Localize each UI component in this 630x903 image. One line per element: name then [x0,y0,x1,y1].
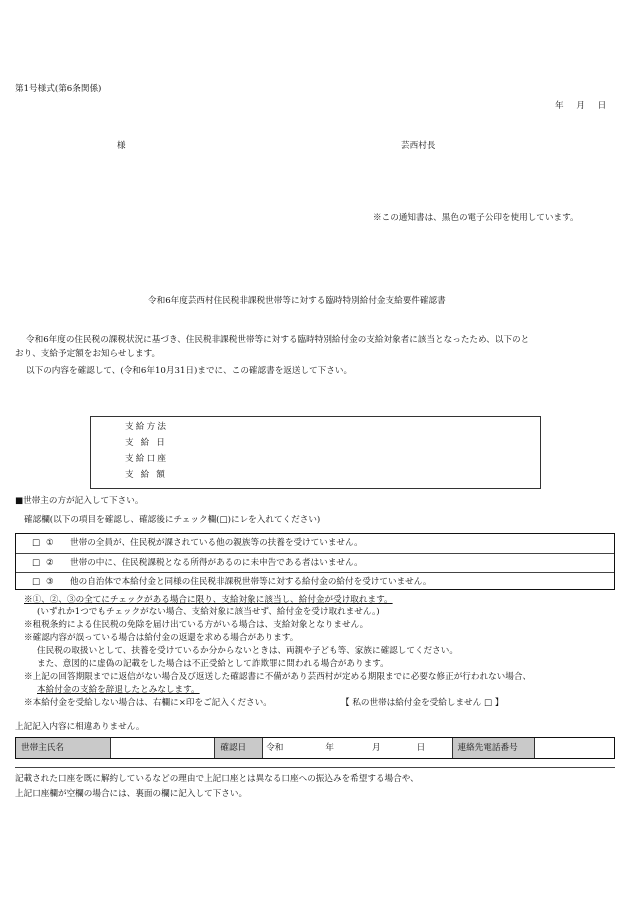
note-1-sub: (いずれか1つでもチェックがない場合、支給対象に該当せず、給付金を受け取れません。) [37,607,380,617]
intro-line-2: おり、支給予定額をお知らせします。 [15,349,161,359]
confirmation-instruction: 確認欄(以下の項目を確認し、確認後にチェック欄(□)にレを入れてください) [24,515,321,525]
confirm-date-field[interactable] [263,738,452,758]
payment-account-label: 支給口座 [125,454,169,464]
era-label: 令和 [266,742,284,753]
note-4: ※上記の回答期限までに返信がない場合及び返送した確認書に不備があり芸西村が定める期限までに必要な修正が行われない場合、 [24,672,532,682]
issuer: 芸西村長 [401,141,436,151]
check-text-2: 世帯の中に、住民税課税となる所得があるのに未申告である者はいません。 [70,557,363,568]
confirm-date-label: 確認日 [215,738,263,758]
check-row-3[interactable] [16,572,614,591]
householder-name-field[interactable] [111,738,216,758]
householder-name-label: 世帯主氏名 [16,738,111,758]
note-5: ※本給付金を受給しない場合は、右欄に×印をご記入ください。 [24,698,272,708]
payment-date-label: 支給日 [125,438,172,448]
note-3-sub-2: また、意図的に虚偽の記載をした場合は不正受給として詐欺罪に問われる場合があります。 [37,659,389,669]
date-line: 年 月 日 [555,101,607,111]
check-number-2: ② [46,557,54,568]
intro-line-3: 以下の内容を確認して、(令和6年10月31日)までに、この確認書を返送して下さい。 [26,366,353,376]
seal-note: ※この通知書は、黒色の電子公印を使用しています。 [373,213,579,223]
year-label: 年 [325,742,335,753]
signature-table [15,737,615,759]
day-label: 日 [416,742,426,753]
addressee-sama: 様 [117,141,126,151]
check-text-3: 他の自治体で本給付金と同様の住民税非課税世帯等に対する給付金の給付を受けていません。 [70,576,432,587]
note-4-sub-text: 本給付金の支給を辞退したとみなします。 [37,685,200,695]
check-number-1: ① [46,538,54,549]
check-text-1: 世帯の全員が、住民税が課されている他の親族等の扶養を受けていません。 [70,538,363,549]
note-1-main: ※①、②、③の全てにチェックがある場合に限り、支給対象に該当し、給付金が受け取れます。 [24,595,393,605]
intro-line-1: 令和6年度の住民税の課税状況に基づき、住民税非課税世帯等に対する臨時特別給付金の支給対象者に該当となったため、以下のと [26,335,530,345]
phone-label: 連絡先電話番号 [453,738,536,758]
check-number-3: ③ [46,576,54,587]
check-row-1[interactable] [16,534,614,553]
decline-option-text: 【 私の世帯は給付金を受給しません □ 】 [341,698,504,708]
confirmation-statement: 上記記入内容に相違ありません。 [15,722,145,732]
confirmation-checklist [15,533,615,590]
note-1 [24,595,393,606]
form-number: 第1号様式(第6条関係) [15,84,102,94]
decline-option[interactable] [341,698,503,709]
checkbox-1[interactable]: □ [32,538,41,549]
phone-field[interactable] [535,738,614,758]
footer-line-2: 上記口座欄が空欄の場合には、裏面の欄に記入して下さい。 [15,789,248,799]
payment-info-box [90,416,541,489]
check-row-2[interactable] [16,553,614,572]
checkbox-3[interactable]: □ [32,576,41,587]
payment-method-label: 支給方法 [125,422,169,432]
note-2: ※租税条約による住民税の免除を届け出ている方がいる場合は、支給対象となりません。 [24,620,369,630]
note-3-sub-1: 住民税の取扱いとして、扶養を受けているか分からないときは、両親や子ども等、家族に確認してください。 [37,646,458,656]
note-4-sub [37,685,200,696]
divider [15,767,615,768]
footer-line-1: 記載された口座を既に解約しているなどの理由で上記口座とは異なる口座への振込みを希望する場合や、 [15,774,419,784]
checkbox-2[interactable]: □ [32,557,41,568]
householder-instruction: ■世帯主の方が記入して下さい。 [15,496,144,506]
document-title: 令和6年度芸西村住民税非課税世帯等に対する臨時特別給付金支給要件確認書 [148,296,446,306]
note-3: ※確認内容が誤っている場合は給付金の返還を求める場合があります。 [24,633,299,643]
payment-amount-label: 支給額 [125,470,172,480]
month-label: 月 [372,742,381,753]
